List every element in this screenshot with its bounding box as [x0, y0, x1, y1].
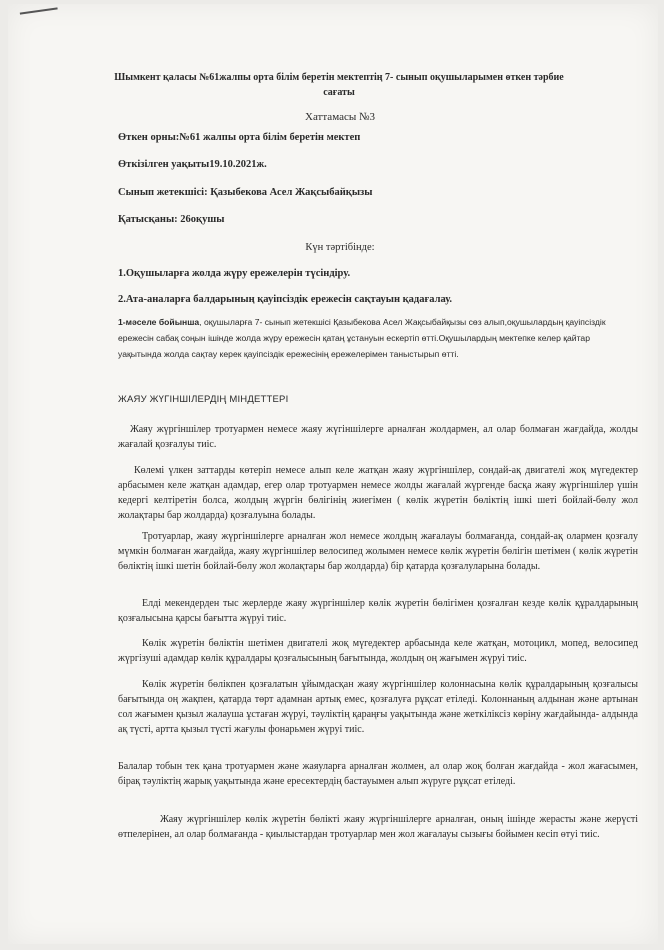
rule-paragraph-3: Тротуарлар, жаяу жүргіншілерге арналған жол немесе жолдың жағалауы болмағанда, сондай-ақ олармен қозғалу мүмкін болмаған жағдайда, жаяу жүргіншілер велосипед жолымен немесе көлік жүретін бөлігін шетімен ( көлік жүретін бөліктің ішкі шетін бойлай-бөлу жол жолақтары бар жолдарда) бір қатарда қозғалуларына болады.	[118, 531, 638, 572]
rule-paragraph-7: Балалар тобын тек қана тротуармен және жаяуларға арналған жолмен, ал олар жоқ болған жағдайда - жол жағасымен, бірақ тәуліктің жарық уақытында және ересектердің бастауымен алып жүруге рұқсат етіледі.	[118, 761, 638, 787]
meta-location: Өткен орны:№61 жалпы орта білім беретін мектеп	[118, 132, 361, 143]
issue-paragraph	[118, 314, 633, 362]
rule-paragraph-2: Көлемі үлкен заттарды көтеріп немесе алып келе жатқан жаяу жүргіншілер, сондай-ақ двигателі жоқ мүгедектер арбасымен келе жатқан адамдар, егер олар тротуармен немесе жолды жағалай жүргенде басқа жаяу жүргіншілер үшін кедергі келтіретін болса, жолдың жүргін бөлігінің жиегімен ( көлік жүретін бөліктің ішкі шеті бойлай-бөлу жол жолақтары бар жолдарда) қозғалуына болады.	[118, 465, 638, 521]
rule-paragraph-5: Көлік жүретін бөліктін шетімен двигателі жоқ мүгедектер арбасында келе жатқан, мотоцикл, мопед, велосипед жүргізуші адамдар көлік құралдары қозғалысының бағытында, жолдың оң жағымен жүруі тиіс.	[118, 638, 638, 664]
meta-teacher: Сынып жетекшісі: Қазыбекова Асел Жақсыбайқызы	[118, 187, 373, 198]
pen-mark	[20, 7, 58, 18]
protocol-number: Хаттамасы №3	[305, 111, 375, 123]
meta-date: Өткізілген уақыты19.10.2021ж.	[118, 159, 267, 170]
issue-text: , оқушыларға 7- сынып жетекшісі Қазыбекова Асел Жақсыбайқызы сөз алып,оқушылардың қауіпсіздік ережесін сабақ соңын ішінде жолда жүру ережесін қатаң ұстануын ескертіп өтті.Оқушылардың мектепке келер қайтар уақытында жолда сақтау керек қауіпсіздік ережесінің ережелерімен таныстырып өтті.	[118, 317, 606, 359]
issue-label: 1-мәселе бойынша	[118, 317, 200, 327]
agenda-heading: Күн тәртібінде:	[305, 242, 375, 253]
rule-paragraph-1: Жаяу жүргіншілер тротуармен немесе жаяу жүгіншілерге арналған жолдармен, ал олар болмаған жағдайда, жолды жағалай қозғалуы тиіс.	[118, 424, 638, 450]
rule-paragraph-4: Елді мекендерден тыс жерлерде жаяу жүргіншілер көлік жүретін бөлігімен қозғалған кезде көлік құралдарының қозғалысына қарсы бағытта жүруі тиіс.	[118, 598, 638, 624]
document-page	[8, 4, 658, 944]
meta-attendance: Қатысқаны: 26оқушы	[118, 214, 225, 225]
section-title: ЖАЯУ ЖҮГІНШІЛЕРДІҢ МІНДЕТТЕРІ	[118, 394, 289, 405]
agenda-item-2: 2.Ата-аналарға балдарының қауіпсіздік ережесін сақтауын қадағалау.	[118, 294, 453, 305]
rule-paragraph-8: Жаяу жүргіншілер көлік жүретін бөлікті жаяу жүргіншілерге арналған, оның ішінде жерасты және жерүсті өтпелерінен, ал олар болмағанда - қиылыстардан тротуарлар мен жол жағалауы сызығы бойымен кесіп өтуі тиіс.	[118, 814, 638, 840]
document-title: Шымкент қаласы №61жалпы орта білім беретін мектептің 7- сынып оқушыларымен өткен тәрбие сағаты	[114, 72, 564, 98]
rule-paragraph-6: Көлік жүретін бөлікпен қозғалатын ұйымдасқан жаяу жүргіншілер колоннасына көлік құралдарының қозғалысы бағытында оң жақпен, қатарда төрт адамнан артық емес, қозғалуға рұқсат етіледі. Колоннаның алдынан және артынан сол жағымен қызыл жалауша ұстаған жүруі, тәуліктің қараңғы уақытында және жеткіліксіз көріну жағдайында- алдында ақ түсті, артта қызыл түсті жағулы фонарьмен жүруі тиіс.	[118, 679, 638, 735]
agenda-item-1: 1.Оқушыларға жолда жүру ережелерін түсіндіру.	[118, 268, 351, 279]
